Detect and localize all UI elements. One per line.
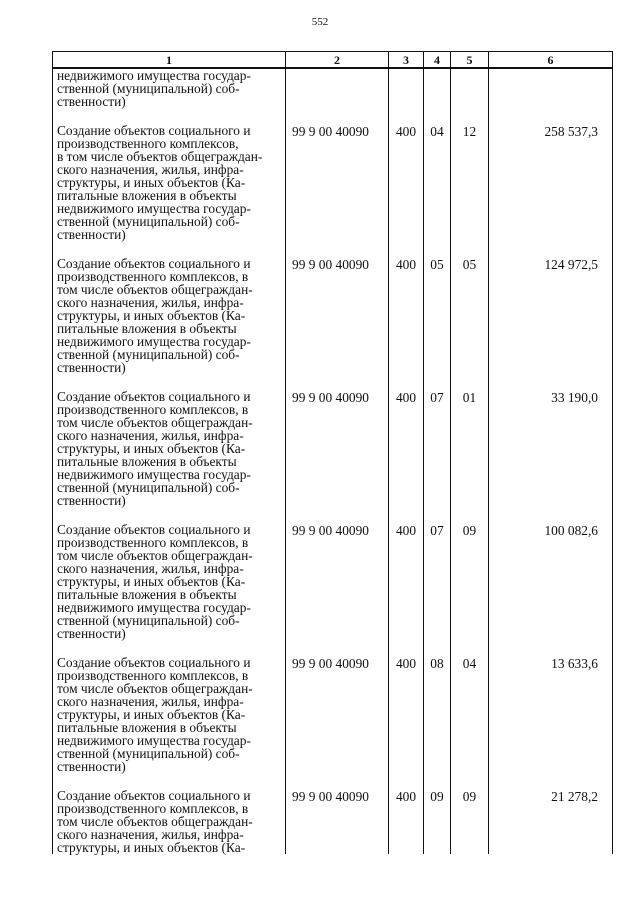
description-line: ственной (муниципальной) соб-: [57, 347, 240, 362]
table-body: [53, 68, 613, 854]
empty-cell: [286, 68, 389, 124]
description-line: недвижимого имущества государ-: [57, 733, 251, 748]
description-line: недвижимого имущества государ-: [57, 600, 251, 615]
description-line: структуры, и иных объектов (Ка-: [57, 707, 246, 722]
description-line: структуры, и иных объектов (Ка-: [57, 840, 246, 855]
column-header-1: 1: [53, 52, 286, 69]
description-line: недвижимого имущества государ-: [57, 68, 251, 83]
description-line: питальные вложения в объекты: [57, 720, 237, 735]
description-line: том числе объектов общеграждан-: [57, 282, 253, 297]
description-line: ственности): [57, 227, 126, 242]
description-line: в том числе объектов общеграждан-: [57, 149, 263, 164]
description-line: ственной (муниципальной) соб-: [57, 480, 240, 495]
expense-type-code: 400: [389, 390, 424, 523]
description-line: производственного комплексов, в: [57, 801, 249, 816]
amount-value: 124 972,5: [489, 257, 613, 390]
description-line: ственности): [57, 759, 126, 774]
section-code: 07: [424, 523, 451, 656]
target-article-code: 99 9 00 40090: [286, 789, 389, 854]
description-line: структуры, и иных объектов (Ка-: [57, 441, 246, 456]
column-header-3: 3: [389, 52, 424, 69]
column-header-4: 4: [424, 52, 451, 69]
description-line: ственной (муниципальной) соб-: [57, 81, 240, 96]
table-row: [53, 789, 613, 854]
amount-value: 21 278,2: [489, 789, 613, 854]
description-line: структуры, и иных объектов (Ка-: [57, 175, 246, 190]
description-line: ственности): [57, 626, 126, 641]
description-line: том числе объектов общеграждан-: [57, 548, 253, 563]
section-code: 04: [424, 124, 451, 257]
target-article-code: 99 9 00 40090: [286, 257, 389, 390]
description-line: производственного комплексов,: [57, 136, 239, 151]
table-row: [53, 656, 613, 789]
subsection-code: 12: [451, 124, 489, 257]
target-article-code: 99 9 00 40090: [286, 656, 389, 789]
table-row: [53, 124, 613, 257]
column-header-5: 5: [451, 52, 489, 69]
expense-type-code: 400: [389, 257, 424, 390]
subsection-code: 05: [451, 257, 489, 390]
section-code: 05: [424, 257, 451, 390]
description-line: производственного комплексов, в: [57, 668, 249, 683]
description-line: том числе объектов общеграждан-: [57, 415, 253, 430]
empty-cell: [489, 68, 613, 124]
row-description: [53, 124, 286, 257]
expense-type-code: 400: [389, 656, 424, 789]
expense-type-code: 400: [389, 789, 424, 854]
subsection-code: 01: [451, 390, 489, 523]
header-row: [53, 52, 613, 69]
row-description: [53, 68, 286, 124]
description-line: ского назначения, жилья, инфра-: [57, 827, 244, 842]
description-line: ского назначения, жилья, инфра-: [57, 428, 244, 443]
amount-value: 33 190,0: [489, 390, 613, 523]
subsection-code: 09: [451, 789, 489, 854]
description-line: ского назначения, жилья, инфра-: [57, 561, 244, 576]
description-line: питальные вложения в объекты: [57, 188, 237, 203]
description-line: питальные вложения в объекты: [57, 587, 237, 602]
description-line: Создание объектов социального и: [57, 655, 251, 670]
table-row: [53, 523, 613, 656]
description-line: питальные вложения в объекты: [57, 454, 237, 469]
description-line: Создание объектов социального и: [57, 123, 251, 138]
expense-type-code: 400: [389, 124, 424, 257]
amount-value: 100 082,6: [489, 523, 613, 656]
table-row-continuation: [53, 68, 613, 124]
section-code: 08: [424, 656, 451, 789]
empty-cell: [451, 68, 489, 124]
column-header-2: 2: [286, 52, 389, 69]
page-number: 552: [311, 16, 329, 28]
expense-type-code: 400: [389, 523, 424, 656]
description-line: недвижимого имущества государ-: [57, 201, 251, 216]
row-description: [53, 257, 286, 390]
subsection-code: 09: [451, 523, 489, 656]
description-line: ственной (муниципальной) соб-: [57, 613, 240, 628]
target-article-code: 99 9 00 40090: [286, 523, 389, 656]
description-line: Создание объектов социального и: [57, 256, 251, 271]
description-line: том числе объектов общеграждан-: [57, 681, 253, 696]
description-line: ского назначения, жилья, инфра-: [57, 295, 244, 310]
description-line: ственности): [57, 360, 126, 375]
column-header-6: 6: [489, 52, 613, 69]
target-article-code: 99 9 00 40090: [286, 390, 389, 523]
description-line: производственного комплексов, в: [57, 402, 249, 417]
description-line: ственности): [57, 94, 126, 109]
description-line: ского назначения, жилья, инфра-: [57, 694, 244, 709]
empty-cell: [389, 68, 424, 124]
empty-cell: [424, 68, 451, 124]
description-line: Создание объектов социального и: [57, 389, 251, 404]
description-line: структуры, и иных объектов (Ка-: [57, 308, 246, 323]
description-line: недвижимого имущества государ-: [57, 467, 251, 482]
target-article-code: 99 9 00 40090: [286, 124, 389, 257]
row-description: [53, 390, 286, 523]
amount-value: 13 633,6: [489, 656, 613, 789]
table-row: [53, 390, 613, 523]
description-line: питальные вложения в объекты: [57, 321, 237, 336]
description-line: ственной (муниципальной) соб-: [57, 214, 240, 229]
budget-table: [52, 51, 613, 854]
section-code: 07: [424, 390, 451, 523]
row-description: [53, 523, 286, 656]
description-line: недвижимого имущества государ-: [57, 334, 251, 349]
description-line: том числе объектов общеграждан-: [57, 814, 253, 829]
row-description: [53, 789, 286, 854]
subsection-code: 04: [451, 656, 489, 789]
description-line: Создание объектов социального и: [57, 522, 251, 537]
description-line: производственного комплексов, в: [57, 269, 249, 284]
description-line: ского назначения, жилья, инфра-: [57, 162, 244, 177]
description-line: структуры, и иных объектов (Ка-: [57, 574, 246, 589]
amount-value: 258 537,3: [489, 124, 613, 257]
description-line: ственной (муниципальной) соб-: [57, 746, 240, 761]
description-line: производственного комплексов, в: [57, 535, 249, 550]
description-line: Создание объектов социального и: [57, 788, 251, 803]
description-line: ственности): [57, 493, 126, 508]
row-description: [53, 656, 286, 789]
section-code: 09: [424, 789, 451, 854]
table-row: [53, 257, 613, 390]
